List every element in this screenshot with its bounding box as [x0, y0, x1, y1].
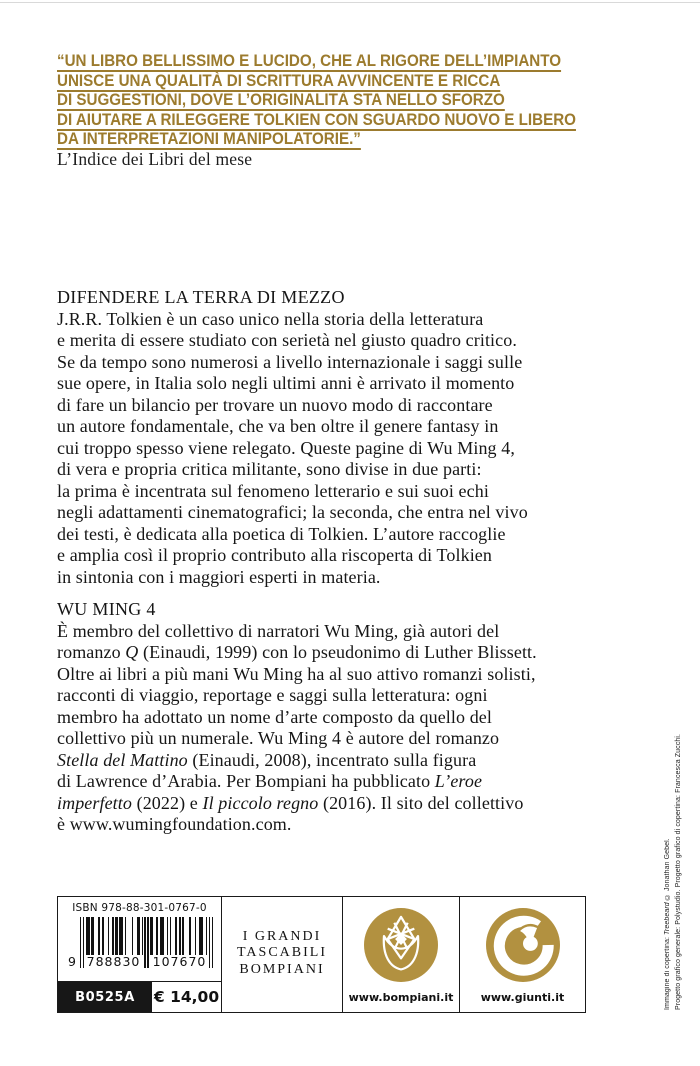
barcode-bar — [179, 917, 180, 955]
imprint-box — [222, 896, 343, 1013]
barcode-bar — [175, 917, 176, 955]
isbn-label: ISBN 978-88-301-0767-0 — [72, 902, 207, 914]
text-line: DI AIUTARE A RILEGGERE TOLKIEN CON SGUARDO NUOVO E LIBERO — [57, 110, 576, 129]
text-line: TASCABILI — [237, 944, 327, 960]
text-line: Progetto grafico generale: Polystudio. Progetto grafico di copertina: Francesca Zucchi. — [675, 733, 682, 1010]
bompiani-url: www.bompiani.it — [348, 991, 454, 1004]
barcode-bar — [112, 917, 113, 955]
barcode — [68, 917, 213, 969]
footer-strip — [57, 896, 586, 1013]
barcode-bar — [125, 917, 126, 955]
barcode-bar — [98, 917, 99, 955]
giunti-box — [460, 896, 586, 1013]
author-bio-lines — [57, 621, 537, 836]
barcode-bar — [209, 917, 210, 968]
barcode-bar — [202, 917, 203, 955]
barcode-bar — [80, 917, 81, 968]
text-line: negli adattamenti cinematografici; la seconda, che entra nel vivo — [57, 502, 528, 522]
text-line: la prima è incentrata sul fenomeno letterario e sui suoi echi — [57, 480, 489, 501]
barcode-bar — [170, 917, 171, 955]
text-line: Oltre ai libri a più mani Wu Ming ha al suo attivo romanzi solisti, — [57, 663, 536, 684]
barcode-bar — [163, 917, 164, 955]
text-line: dei testi, è dedicata alla poetica di Tolkien. L’autore raccoglie — [57, 523, 506, 544]
text-line: racconti di viaggio, reportage e saggi sulla letteratura: ogni — [57, 685, 488, 705]
barcode-digits-right: 107670 — [152, 954, 207, 969]
text-line: DA INTERPRETAZIONI MANIPOLATORIE.” — [57, 130, 361, 148]
text-line: è www.wumingfoundation.com. — [57, 814, 292, 834]
barcode-bar — [157, 917, 158, 955]
text-line: Immagine di copertina: Treebeard © Jonathan Gebel. — [664, 838, 671, 1010]
text-line: È membro del collettivo di narratori Wu Ming, già autori del — [57, 620, 500, 641]
text-line: un autore fondamentale, che va ben oltre il genere fantasy in — [57, 416, 499, 436]
giunti-logo-icon — [486, 908, 560, 982]
barcode-bar — [212, 917, 213, 968]
barcode-bar — [122, 917, 123, 955]
barcode-bar — [83, 917, 84, 968]
text-line: imperfetto (2022) e Il piccolo regno (2016). Il sito del collettivo — [57, 792, 524, 813]
barcode-bar — [206, 917, 207, 955]
text-line: e amplia così il proprio contributo alla riscoperta di Tolkien — [57, 545, 492, 565]
text-line: “UN LIBRO BELLISSIMO E LUCIDO, CHE AL RIGORE DELL’IMPIANTO — [57, 52, 562, 70]
barcode-bar — [144, 917, 145, 968]
text-line: I GRANDI — [242, 928, 322, 944]
bompiani-flower-icon — [364, 908, 438, 982]
description-title: DIFENDERE LA TERRA DI MEZZO — [57, 287, 345, 307]
author-bio — [57, 599, 537, 836]
book-description — [57, 287, 528, 588]
barcode-bar — [116, 917, 117, 955]
cover-top-edge — [0, 2, 700, 3]
barcode-bar — [195, 917, 196, 955]
text-line: Stella del Mattino (Einaudi, 2008), incentrato sulla figura — [57, 749, 477, 770]
text-line: J.R.R. Tolkien è un caso unico nella storia della letteratura — [57, 308, 484, 329]
press-quote — [57, 52, 576, 150]
imprint-name — [222, 928, 342, 978]
text-line: BOMPIANI — [239, 961, 325, 977]
giunti-url: www.giunti.it — [480, 991, 565, 1004]
text-line: sue opere, in Italia solo negli ultimi anni è arrivato il momento — [57, 373, 515, 393]
author-name: WU MING 4 — [57, 599, 156, 619]
text-line: di vera e propria critica militante, sono divise in due parti: — [57, 459, 482, 479]
barcode-bar — [102, 917, 103, 955]
text-line: collettivo più un numerale. Wu Ming 4 è autore del romanzo — [57, 728, 500, 748]
barcode-bar — [142, 917, 143, 955]
barcode-bar — [108, 917, 109, 955]
text-line: UNISCE UNA QUALITÀ DI SCRITTURA AVVINCENTE E RICCA — [57, 71, 501, 90]
barcode-bar — [139, 917, 140, 955]
barcode-digit-first: 9 — [68, 954, 76, 969]
text-line: e merita di essere studiato con serietà nel giusto quadro critico. — [57, 330, 517, 350]
barcode-bar — [147, 917, 148, 968]
cover-credits — [662, 708, 688, 1010]
barcode-bar — [93, 917, 94, 955]
description-lines — [57, 309, 528, 589]
barcode-digits-left: 788830 — [86, 954, 141, 969]
text-line: romanzo Q (Einaudi, 1999) con lo pseudonimo di Luther Blissett. — [57, 642, 537, 662]
barcode-bar — [182, 917, 183, 955]
text-line: DI SUGGESTIONI, DOVE L’ORIGINALITÀ STA NELLO SFORZO — [57, 91, 505, 109]
text-line: in sintonia con i maggiori esperti in materia. — [57, 566, 381, 587]
barcode-bar — [189, 917, 190, 955]
barcode-bar — [167, 917, 168, 955]
barcode-bar — [132, 917, 133, 955]
edition-code: B0525A — [58, 982, 152, 1012]
text-line: di Lawrence d’Arabia. Per Bompiani ha pubblicato L’eroe — [57, 771, 483, 791]
barcode-bar — [151, 917, 152, 955]
text-line: membro ha adottato un nome d’arte composto da quello del — [57, 706, 492, 727]
price-row — [58, 981, 221, 1012]
barcode-box — [57, 896, 222, 1013]
text-line: di fare un bilancio per trovare un nuovo modo di raccontare — [57, 394, 493, 415]
quote-attribution: L’Indice dei Libri del mese — [57, 149, 253, 169]
barcode-bar — [88, 917, 89, 955]
price: € 14,00 — [153, 988, 220, 1006]
text-line: cui troppo spesso viene relegato. Queste pagine di Wu Ming 4, — [57, 437, 515, 458]
bompiani-box — [343, 896, 460, 1013]
text-line: Se da tempo sono numerosi a livello internazionale i saggi sulle — [57, 351, 523, 372]
